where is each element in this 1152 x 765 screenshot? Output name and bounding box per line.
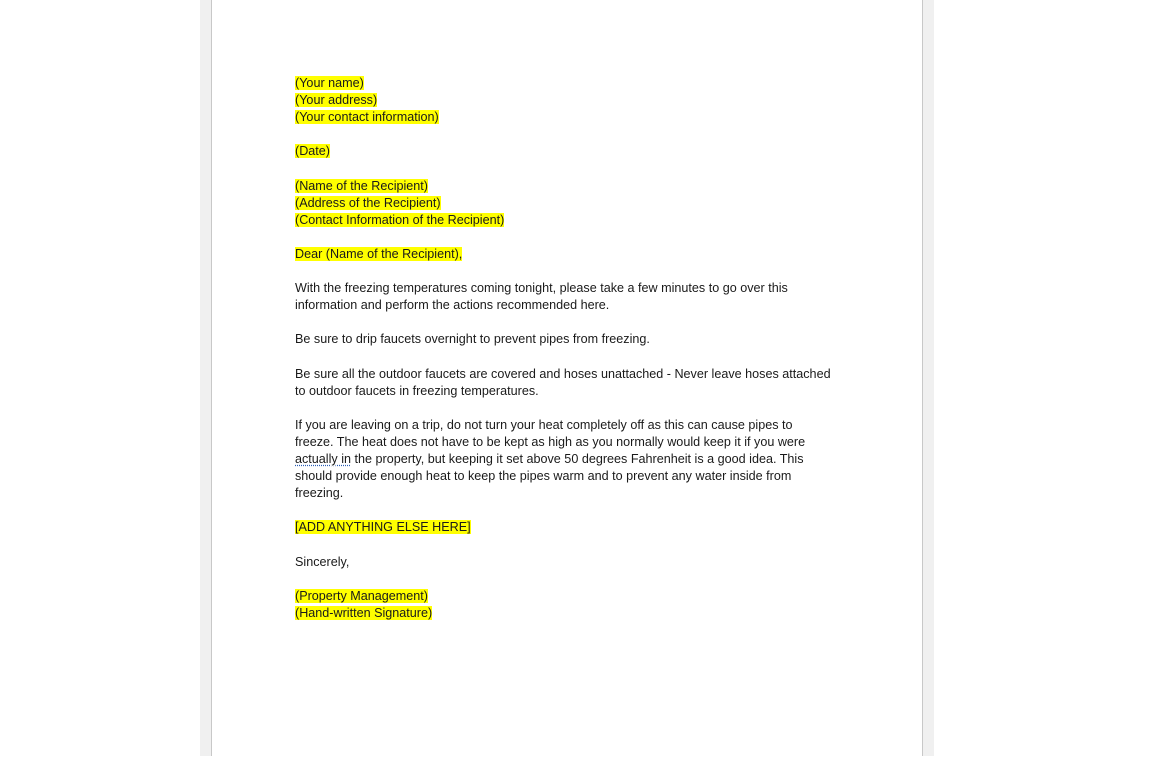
signature-org: (Property Management) <box>295 588 428 603</box>
sender-name-line[interactable] <box>295 75 855 92</box>
body-p4-line-3 <box>295 451 855 468</box>
salutation: Dear (Name of the Recipient), <box>295 246 463 261</box>
recipient-contact-line[interactable] <box>295 212 855 229</box>
body-p4-line-3-rest: the property, but keeping it set above 50 degrees Fahrenheit is a good idea. This <box>351 452 804 467</box>
recipient-contact: (Contact Information of the Recipient) <box>295 212 505 227</box>
closing-line[interactable]: Sincerely, <box>295 554 350 569</box>
letter-date: (Date) <box>295 144 330 159</box>
body-paragraph-1[interactable] <box>295 280 855 314</box>
sender-address: (Your address) <box>295 93 378 108</box>
recipient-address: (Address of the Recipient) <box>295 195 441 210</box>
recipient-name: (Name of the Recipient) <box>295 178 428 193</box>
date-line[interactable] <box>295 143 855 160</box>
body-paragraph-3[interactable] <box>295 366 855 400</box>
signature-org-line[interactable] <box>295 588 855 605</box>
recipient-name-line[interactable] <box>295 178 855 195</box>
spelling-flagged-word[interactable]: actually in <box>295 452 352 467</box>
body-p4-line-1: If you are leaving on a trip, do not turn your heat completely off as this can cause pipes to <box>295 417 793 432</box>
signature-handwritten: (Hand-written Signature) <box>295 605 433 620</box>
body-p4-line-5: freezing. <box>295 486 344 501</box>
page-area <box>200 0 934 756</box>
sender-contact: (Your contact information) <box>295 110 439 125</box>
document-page[interactable] <box>211 0 923 756</box>
body-p3-line-1: Be sure all the outdoor faucets are covered and hoses unattached - Never leave hoses attached <box>295 366 831 381</box>
body-p1-line-2: information and perform the actions recommended here. <box>295 298 610 313</box>
body-paragraph-2[interactable]: Be sure to drip faucets overnight to prevent pipes from freezing. <box>295 332 650 347</box>
sender-address-line[interactable] <box>295 92 855 109</box>
recipient-address-line[interactable] <box>295 195 855 212</box>
signature-handwritten-line[interactable] <box>295 605 855 622</box>
body-p1-line-1: With the freezing temperatures coming tonight, please take a few minutes to go over this <box>295 281 788 296</box>
sender-name: (Your name) <box>295 76 364 90</box>
letter-body[interactable] <box>295 75 855 622</box>
add-anything-placeholder: [ADD ANYTHING ELSE HERE] <box>295 520 471 535</box>
body-p4-line-4: should provide enough heat to keep the pipes warm and to prevent any water inside from <box>295 469 792 484</box>
salutation-line[interactable] <box>295 246 855 263</box>
body-paragraph-4[interactable] <box>295 417 855 502</box>
body-p3-line-2: to outdoor faucets in freezing temperatures. <box>295 383 539 398</box>
body-p4-line-2: freeze. The heat does not have to be kept as high as you normally would keep it if you were <box>295 434 806 449</box>
sender-contact-line[interactable] <box>295 109 855 126</box>
placeholder-line[interactable] <box>295 519 855 536</box>
